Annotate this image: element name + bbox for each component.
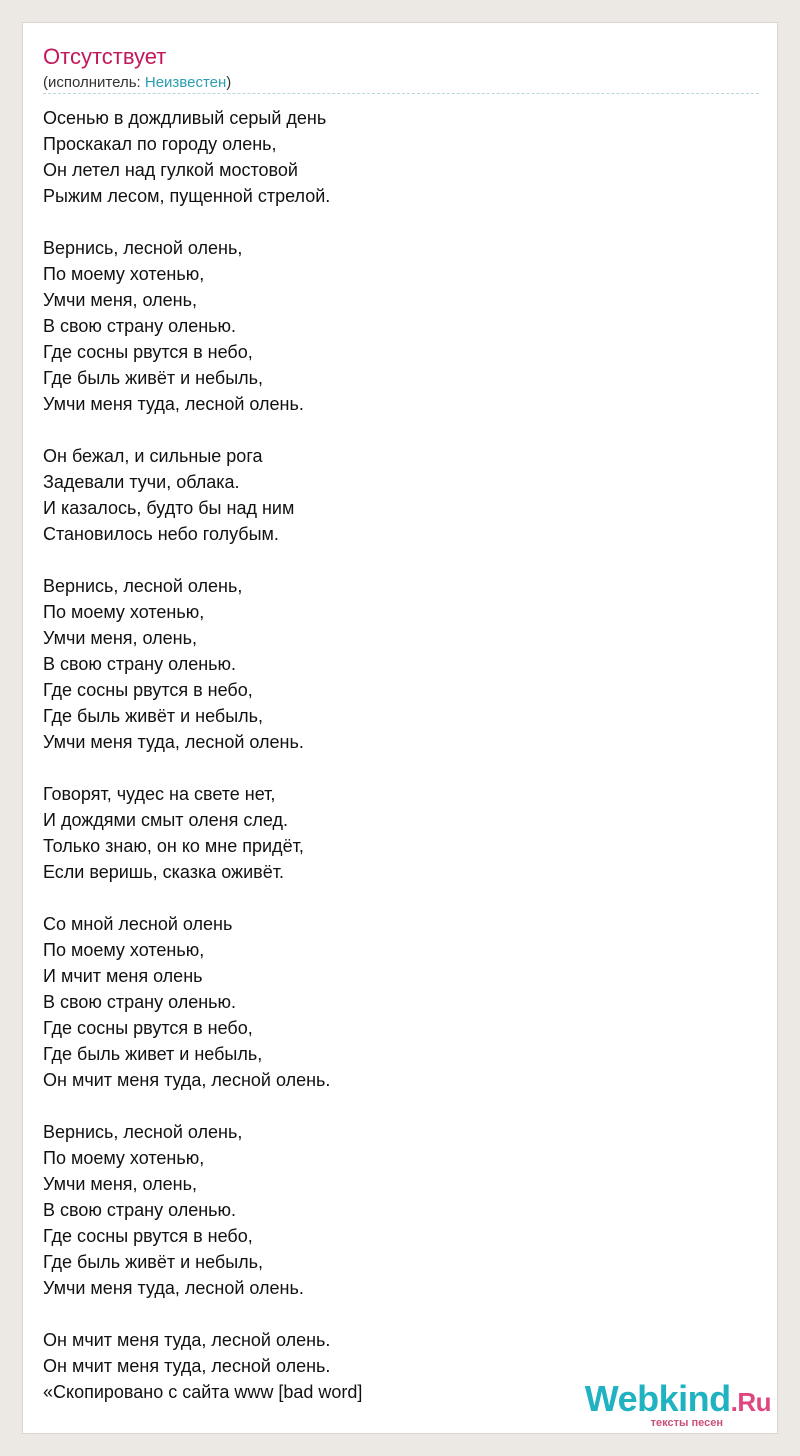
lyrics-line: Умчи меня туда, лесной олень. xyxy=(43,394,304,414)
lyrics-line: В свою страну оленью. xyxy=(43,1200,237,1220)
lyrics-line: Где быль живёт и небыль, xyxy=(43,1252,264,1272)
lyrics-line: Только знаю, он ко мне придёт, xyxy=(43,836,304,856)
lyrics-stanza xyxy=(43,1119,362,1301)
lyrics-line: Где сосны рвутся в небо, xyxy=(43,680,253,700)
lyrics-stanza xyxy=(43,105,362,209)
lyrics-line: В свою страну оленью. xyxy=(43,992,237,1012)
lyrics-line: Со мной лесной олень xyxy=(43,914,233,934)
lyrics-line: И казалось, будто бы над ним xyxy=(43,498,295,518)
lyrics-line: По моему хотенью, xyxy=(43,940,205,960)
lyrics-line: Умчи меня, олень, xyxy=(43,628,197,648)
logo-wordmark xyxy=(585,1378,771,1419)
song-title: Отсутствует xyxy=(43,44,167,69)
lyrics-line: Где сосны рвутся в небо, xyxy=(43,342,253,362)
lyrics-body xyxy=(43,105,362,1405)
artist-suffix: ) xyxy=(226,74,232,91)
lyrics-line: Задевали тучи, облака. xyxy=(43,472,240,492)
lyrics-line: Где сосны рвутся в небо, xyxy=(43,1226,253,1246)
lyrics-line: Умчи меня, олень, xyxy=(43,1174,197,1194)
lyrics-line: Если веришь, сказка оживёт. xyxy=(43,862,284,882)
lyrics-line: Где сосны рвутся в небо, xyxy=(43,1018,253,1038)
lyrics-line: Умчи меня, олень, xyxy=(43,290,197,310)
lyrics-line: Вернись, лесной олень, xyxy=(43,576,243,596)
lyrics-line: По моему хотенью, xyxy=(43,602,205,622)
lyrics-line: Где быль живёт и небыль, xyxy=(43,368,264,388)
lyrics-stanza xyxy=(43,911,362,1093)
lyrics-line: И мчит меня олень xyxy=(43,966,203,986)
lyrics-line: Где быль живет и небыль, xyxy=(43,1044,263,1064)
lyrics-line: Вернись, лесной олень, xyxy=(43,238,243,258)
lyrics-line: Говорят, чудес на свете нет, xyxy=(43,784,276,804)
lyrics-line: Проскакал по городу олень, xyxy=(43,134,277,154)
artist-link[interactable]: Неизвестен xyxy=(144,74,227,91)
lyrics-line: Осенью в дождливый серый день xyxy=(43,108,327,128)
logo-tagline: тексты песен xyxy=(650,1417,723,1429)
lyrics-line: И дождями смыт оленя след. xyxy=(43,810,288,830)
lyrics-line: Он мчит меня туда, лесной олень. xyxy=(43,1356,331,1376)
lyrics-line: В свою страну оленью. xyxy=(43,654,237,674)
lyrics-line: Рыжим лесом, пущенной стрелой. xyxy=(43,186,331,206)
lyrics-line: Вернись, лесной олень, xyxy=(43,1122,243,1142)
lyrics-card xyxy=(22,22,778,1434)
site-logo[interactable] xyxy=(584,1378,771,1429)
lyrics-stanza xyxy=(43,1327,362,1405)
lyrics-stanza xyxy=(43,443,362,547)
lyrics-line: По моему хотенью, xyxy=(43,264,205,284)
lyrics-stanza xyxy=(43,573,362,755)
lyrics-stanza xyxy=(43,235,362,417)
title-divider xyxy=(43,93,759,94)
lyrics-line: Он мчит меня туда, лесной олень. xyxy=(43,1070,331,1090)
lyrics-stanza xyxy=(43,781,362,885)
lyrics-line: По моему хотенью, xyxy=(43,1148,205,1168)
lyrics-line: «Скопировано с сайта www [bad word] xyxy=(43,1382,363,1402)
lyrics-line: В свою страну оленью. xyxy=(43,316,237,336)
lyrics-line: Умчи меня туда, лесной олень. xyxy=(43,1278,304,1298)
artist-line xyxy=(43,74,231,92)
artist-prefix: (исполнитель: xyxy=(43,74,145,91)
logo-brand: Webkind xyxy=(584,1378,731,1419)
lyrics-line: Он мчит меня туда, лесной олень. xyxy=(43,1330,331,1350)
lyrics-line: Он бежал, и сильные рога xyxy=(43,446,263,466)
lyrics-line: Он летел над гулкой мостовой xyxy=(43,160,298,180)
lyrics-line: Умчи меня туда, лесной олень. xyxy=(43,732,304,752)
lyrics-line: Где быль живёт и небыль, xyxy=(43,706,264,726)
logo-tld: .Ru xyxy=(730,1387,771,1417)
lyrics-line: Становилось небо голубым. xyxy=(43,524,279,544)
